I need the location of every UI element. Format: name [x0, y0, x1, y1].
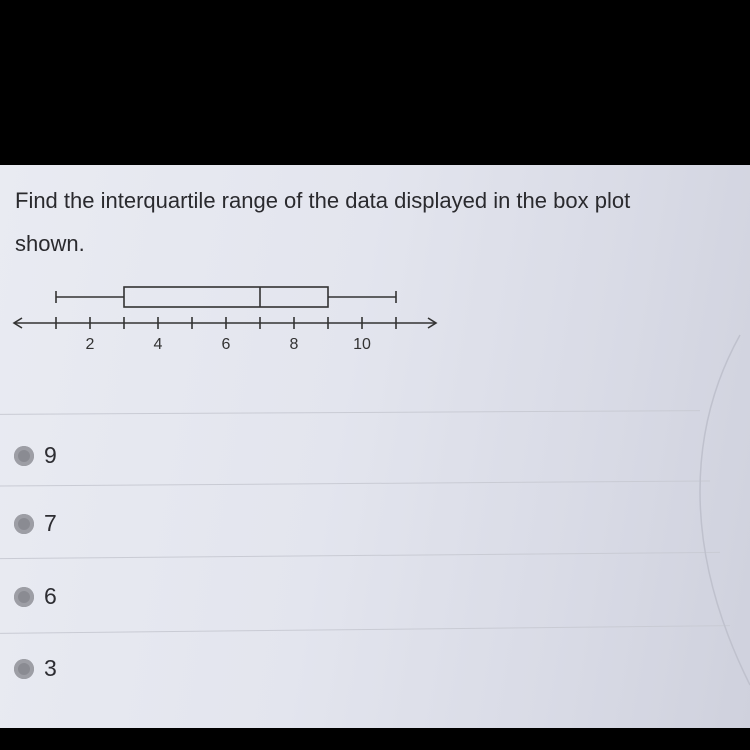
divider: [0, 410, 700, 415]
box-plot: [0, 275, 460, 365]
radio-icon[interactable]: [14, 514, 34, 534]
axis-tick-label: 10: [353, 336, 371, 353]
question-text: Find the interquartile range of the data displayed in the box plot shown.: [15, 188, 631, 256]
option-label: 6: [44, 583, 57, 609]
option-1[interactable]: [14, 442, 57, 469]
radio-icon[interactable]: [14, 587, 34, 607]
divider: [0, 552, 720, 559]
radio-icon[interactable]: [14, 659, 34, 679]
option-4[interactable]: [14, 655, 57, 682]
option-label: 7: [44, 510, 57, 536]
radio-icon[interactable]: [14, 446, 34, 466]
option-2[interactable]: [14, 510, 57, 537]
option-label: 3: [44, 655, 57, 681]
axis-tick-label: 6: [221, 336, 231, 353]
quiz-screen: [0, 165, 750, 728]
axis-tick-label: 4: [153, 336, 163, 353]
axis-tick-labels: [86, 336, 371, 353]
option-label: 9: [44, 442, 57, 468]
divider: [0, 481, 710, 487]
axis-tick-label: 2: [85, 336, 95, 353]
divider: [0, 625, 730, 634]
option-3[interactable]: [14, 583, 57, 610]
axis-tick-label: 8: [289, 336, 299, 353]
screen-glare: [630, 165, 750, 728]
iqr-box: [124, 287, 328, 307]
